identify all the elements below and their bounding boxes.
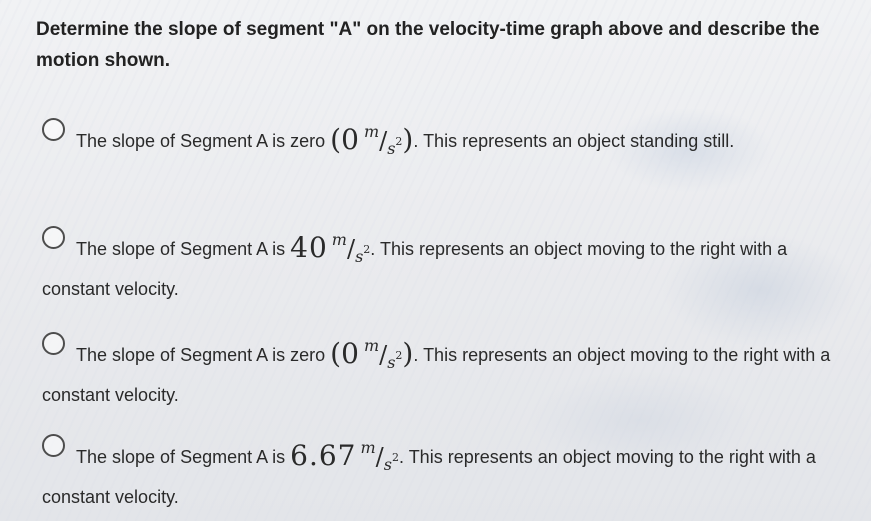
- option-2-unit-den: s: [355, 247, 364, 266]
- option-4-unit-num: m: [360, 438, 376, 457]
- answer-option-2[interactable]: [42, 224, 832, 299]
- option-3-open-paren: (: [330, 337, 342, 370]
- option-1-text: [42, 116, 832, 165]
- option-4-prefix: The slope of Segment A is: [76, 447, 286, 467]
- option-3-period: .: [413, 345, 419, 365]
- option-3-unit-den: s: [387, 353, 396, 372]
- option-1-period: .: [413, 131, 419, 151]
- option-1-unit-exp: 2: [395, 135, 403, 148]
- option-1-unit-slash: /: [379, 127, 388, 155]
- option-3-suffix: This represents an object moving to the right with a constant velocity.: [42, 345, 831, 405]
- option-4-suffix: This represents an object moving to the right with a constant velocity.: [42, 447, 816, 507]
- option-1-suffix: This represents an object standing still.: [423, 131, 735, 151]
- option-2-prefix: The slope of Segment A is: [76, 239, 286, 259]
- option-4-text: [42, 432, 832, 513]
- option-1-prefix: The slope of Segment A is zero: [76, 131, 326, 151]
- option-4-value: 6.67: [290, 439, 357, 472]
- option-2-value: 40: [290, 231, 328, 264]
- option-2-suffix: This represents an object moving to the right with a constant velocity.: [42, 239, 788, 299]
- question-text: Determine the slope of segment "A" on the velocity-time graph above and describe the motion shown.: [36, 19, 820, 71]
- option-1-open-paren: (: [330, 123, 342, 156]
- option-3-value: 0: [341, 337, 360, 370]
- option-2-unit-exp: 2: [363, 243, 371, 256]
- option-3-text: [42, 330, 832, 411]
- option-3-unit-exp: 2: [395, 349, 403, 362]
- option-3-close-paren: ): [402, 337, 414, 370]
- option-3-unit-slash: /: [379, 341, 388, 369]
- option-2-period: .: [370, 239, 376, 259]
- option-1-unit-num: m: [363, 122, 380, 141]
- option-2-unit-slash: /: [346, 235, 356, 263]
- option-4-unit-slash: /: [375, 443, 384, 471]
- answer-option-4[interactable]: [42, 432, 832, 507]
- option-1-unit-den: s: [387, 139, 396, 158]
- option-2-unit-num: m: [331, 230, 347, 249]
- option-3-unit-num: m: [363, 336, 380, 355]
- option-1-close-paren: ): [402, 123, 414, 156]
- option-4-unit-exp: 2: [391, 451, 399, 464]
- option-4-period: .: [398, 447, 404, 467]
- option-2-text: [42, 224, 832, 305]
- answer-option-1[interactable]: [42, 116, 832, 182]
- option-1-value: 0: [341, 123, 360, 156]
- answer-option-3[interactable]: [42, 330, 832, 405]
- option-4-unit-den: s: [383, 455, 392, 474]
- option-3-prefix: The slope of Segment A is zero: [76, 345, 326, 365]
